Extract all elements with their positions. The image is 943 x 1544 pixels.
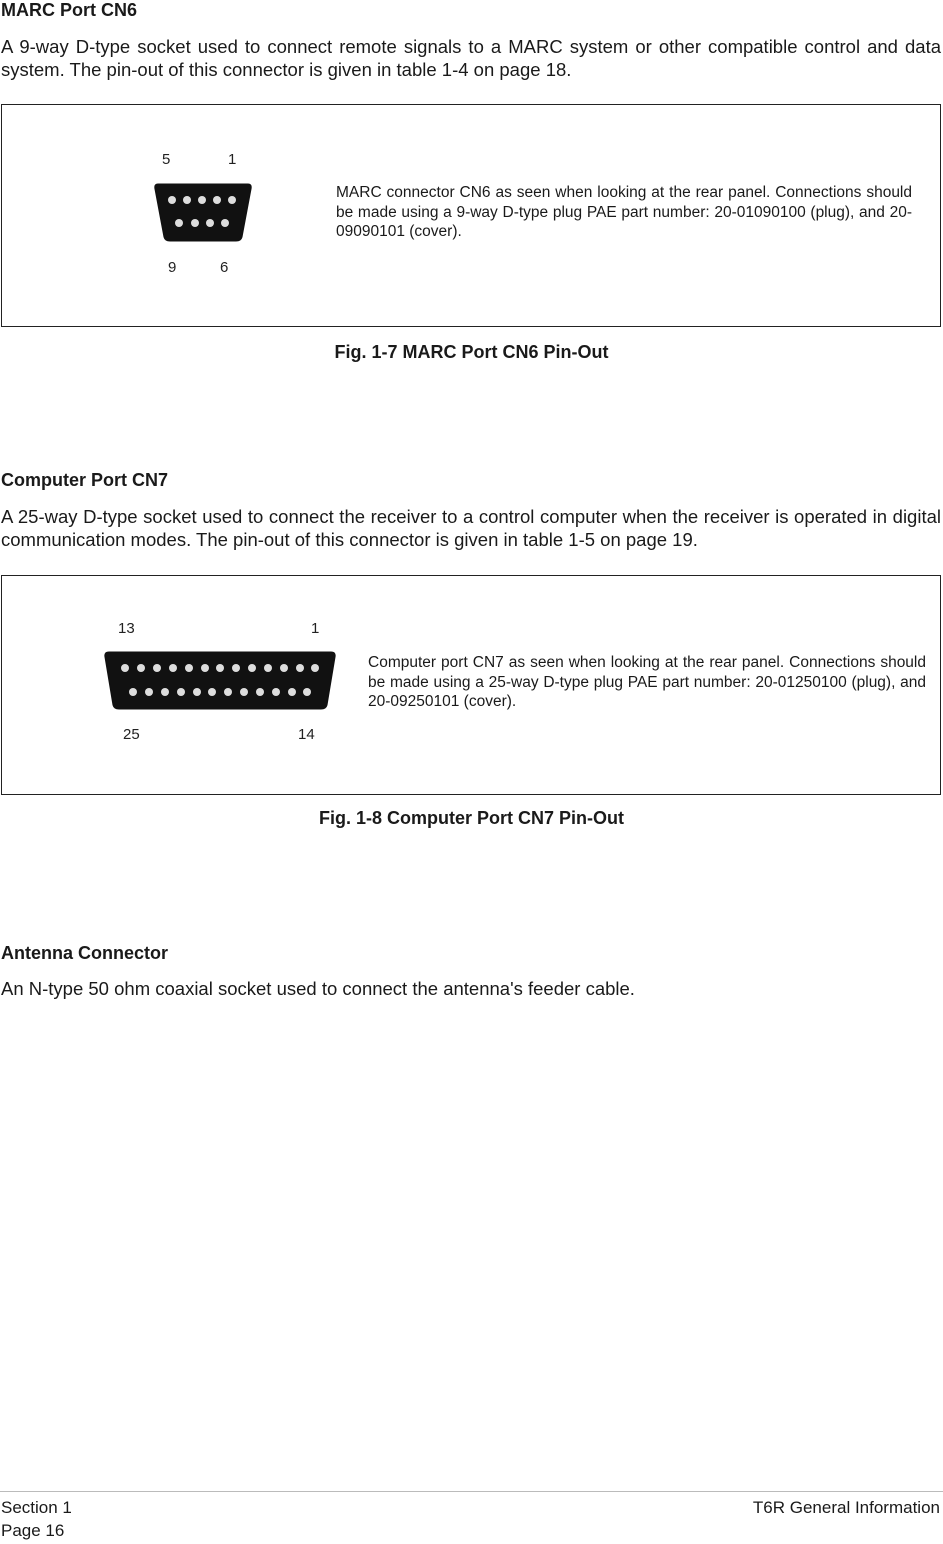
figure-box-cn7	[1, 575, 941, 795]
pin-label-9: 9	[168, 259, 177, 276]
figure-caption-cn6: Fig. 1-7 MARC Port CN6 Pin-Out	[334, 342, 609, 362]
section-paragraph-marc-port: A 9-way D-type socket used to connect remote signals to a MARC system or other compatible control and data system. The pin-out of this connector is given in table 1-4 on page 18.	[1, 36, 941, 80]
figure-box-cn6	[1, 104, 941, 327]
pin-label-1: 1	[228, 151, 237, 168]
section-heading-antenna-connector: Antenna Connector	[1, 943, 169, 963]
section-paragraph-computer-port: A 25-way D-type socket used to connect the receiver to a control computer when the receiver is operated in digital communication modes. The pin-out of this connector is given in table 1-5 on page 19.	[1, 506, 941, 550]
figure-caption-cn7: Fig. 1-8 Computer Port CN7 Pin-Out	[318, 808, 624, 828]
pin-label-6: 6	[220, 259, 229, 276]
section-heading-computer-port: Computer Port CN7	[1, 470, 169, 490]
footer-title: T6R General Information	[752, 1498, 940, 1517]
footer-page-number: Page 16	[1, 1521, 65, 1540]
db9-connector-icon	[152, 180, 254, 244]
footer-section: Section 1	[1, 1498, 72, 1517]
db25-connector-icon	[102, 648, 338, 712]
pin-label-5: 5	[162, 151, 171, 168]
footer-divider	[0, 1491, 943, 1492]
section-paragraph-antenna-connector: An N-type 50 ohm coaxial socket used to connect the antenna's feeder cable.	[1, 978, 635, 999]
figure-description-cn6: MARC connector CN6 as seen when looking at the rear panel. Connections should be made using a 9-way D-type plug PAE part number: 20-01090100 (plug), and 20-09090101 (cover).	[336, 184, 912, 240]
section-heading-marc-port: MARC Port CN6	[1, 0, 138, 20]
pin-label-25: 25	[123, 726, 140, 743]
figure-description-cn7: Computer port CN7 as seen when looking at the rear panel. Connections should be made using a 25-way D-type plug PAE part number: 20-01250100 (plug), and 20-09250101 (cover).	[368, 654, 926, 710]
pin-label-14: 14	[298, 726, 315, 743]
pin-label-1-cn7: 1	[311, 620, 320, 637]
pin-label-13: 13	[118, 620, 135, 637]
